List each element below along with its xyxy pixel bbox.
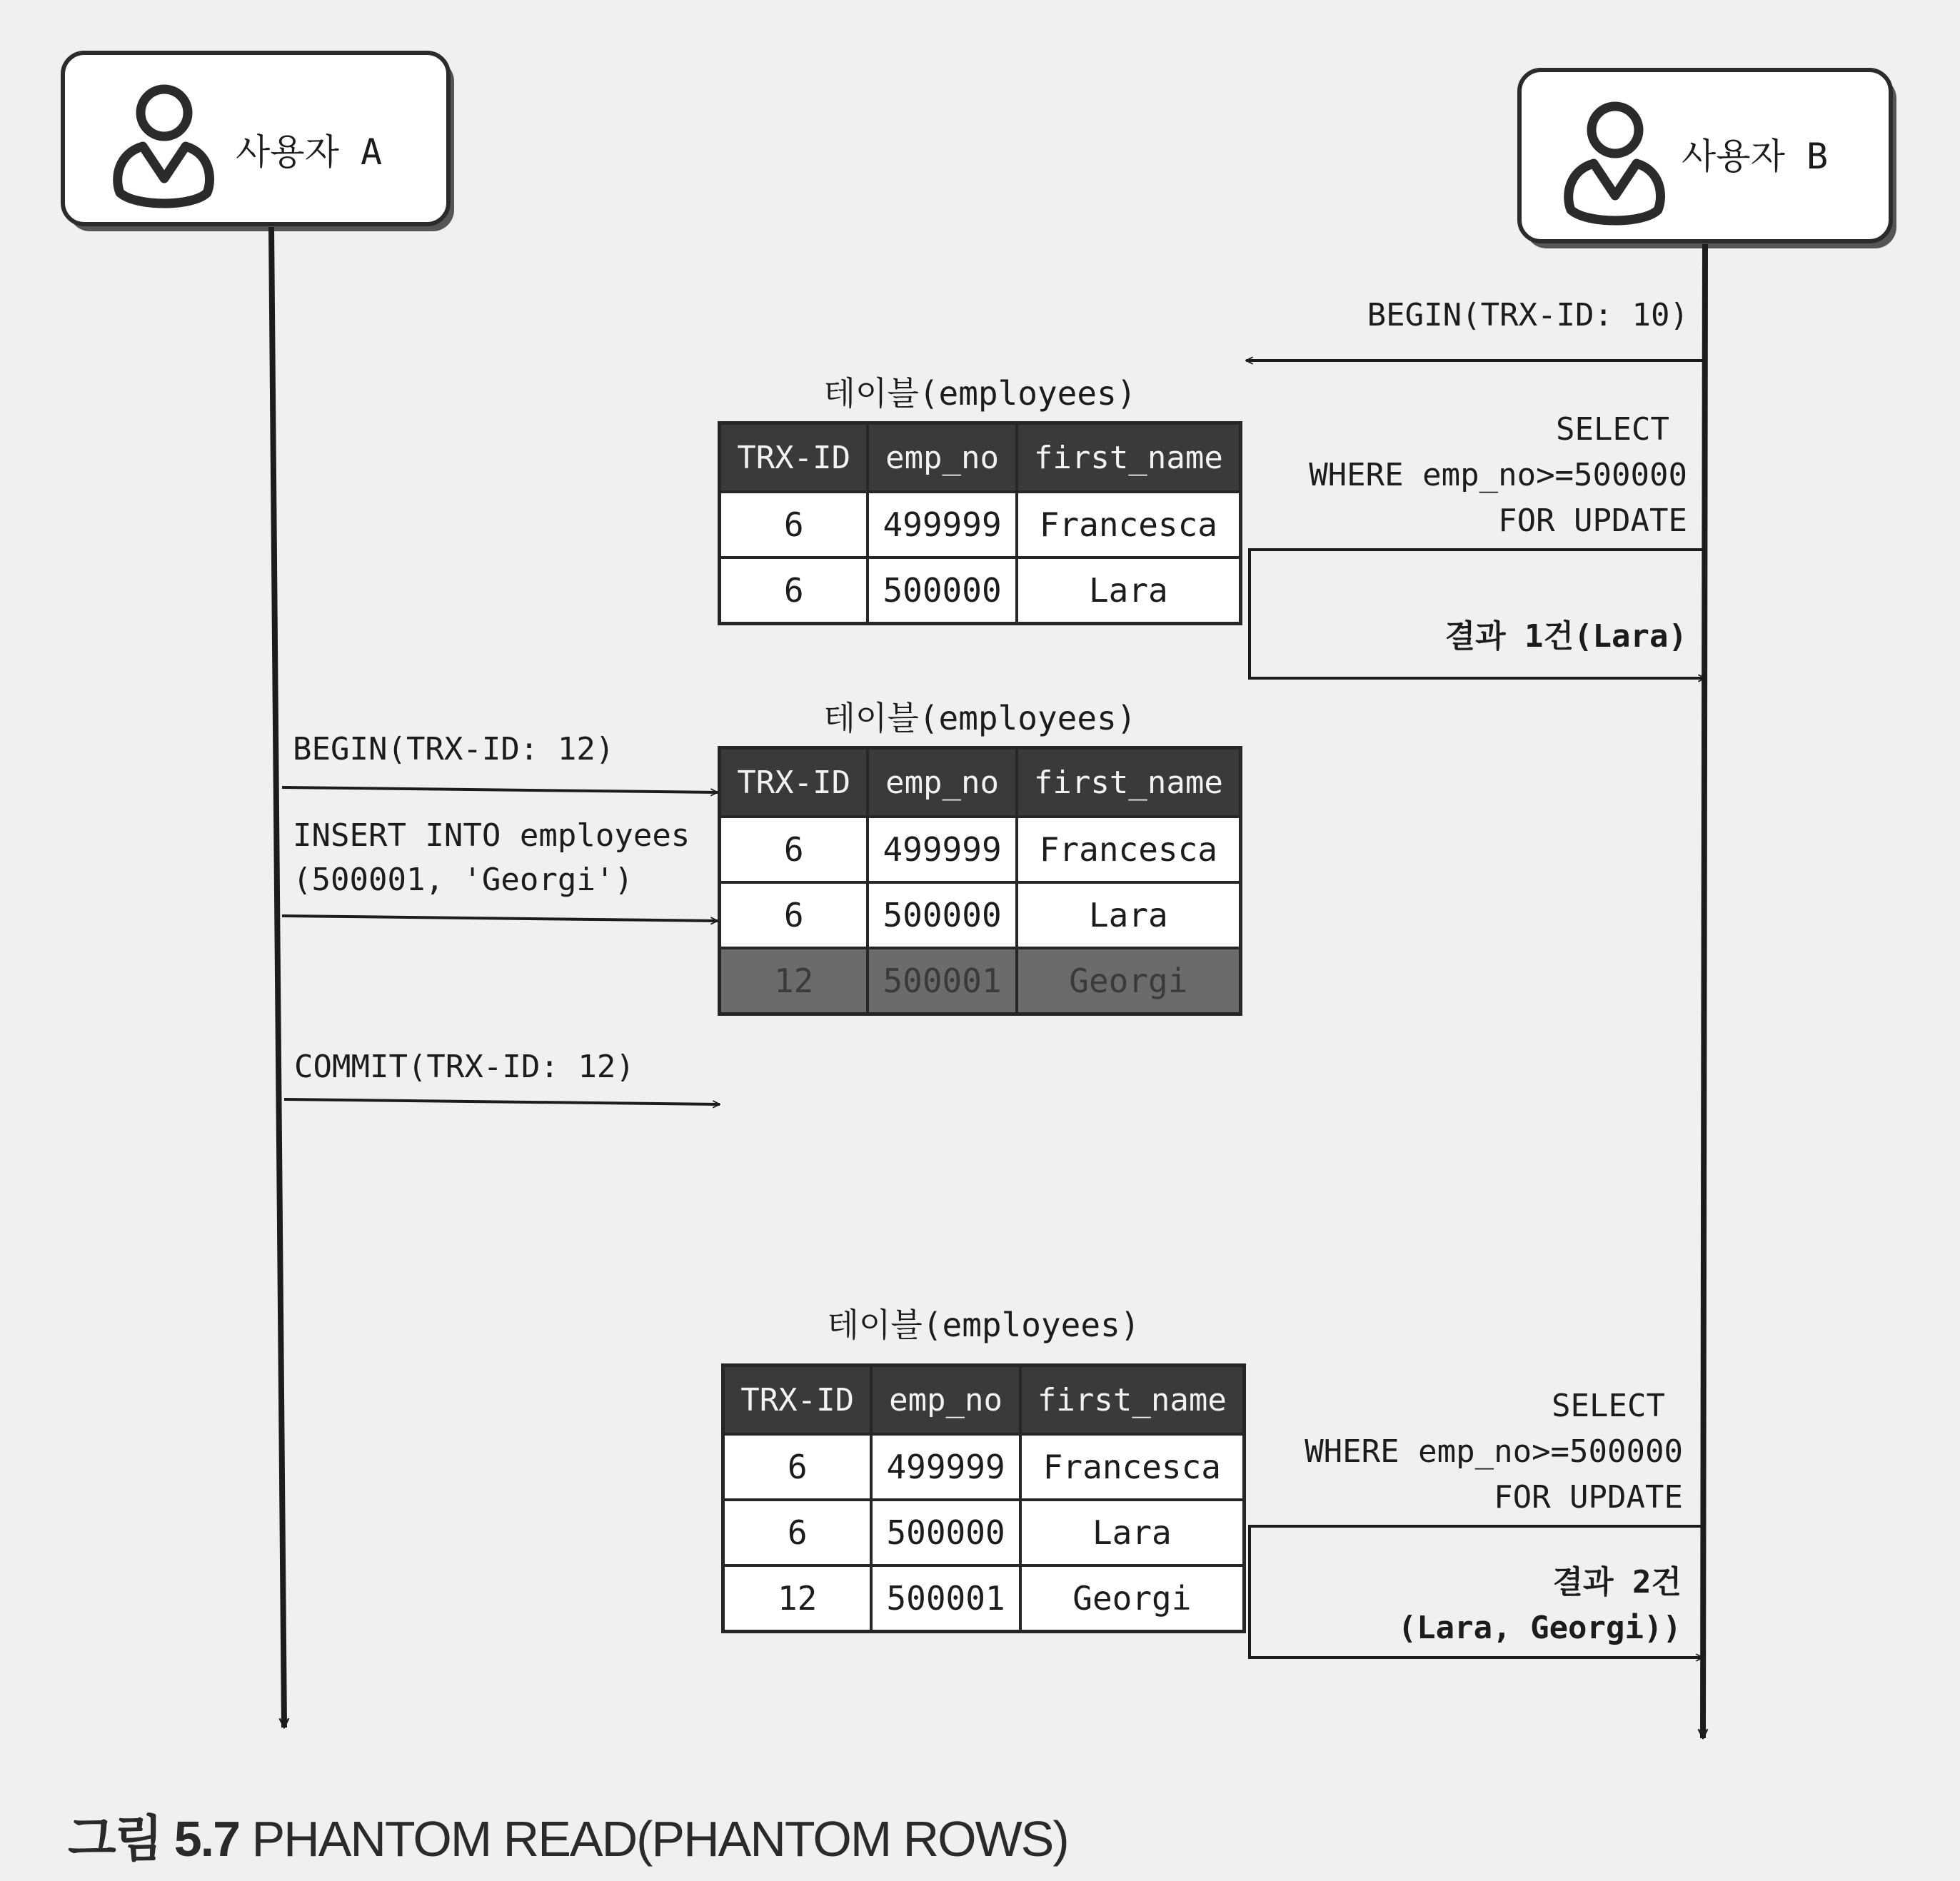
- col-first-name: first_name: [1017, 748, 1241, 817]
- for-update: FOR UPDATE: [1498, 503, 1687, 539]
- cell-first-name: Francesca: [1017, 817, 1241, 882]
- cell-trx-id: 6: [720, 882, 868, 948]
- employees-table: [718, 746, 1242, 1016]
- cell-trx-id: 12: [723, 1565, 872, 1632]
- user-b-actor: [1519, 70, 1896, 248]
- cell-emp-no: 500001: [871, 1565, 1020, 1632]
- table-caption: 테이블(employees): [827, 1306, 1140, 1344]
- table-row: [723, 1565, 1245, 1632]
- result-rows: (Lara, Georgi)): [1397, 1610, 1682, 1646]
- for-update: FOR UPDATE: [1494, 1479, 1683, 1516]
- b-select1-bracket: [1250, 550, 1705, 678]
- cell-first-name: Francesca: [1020, 1434, 1245, 1500]
- cell-first-name: Francesca: [1017, 492, 1241, 558]
- a-insert-label: [293, 814, 690, 902]
- cell-emp-no: 499999: [868, 817, 1016, 882]
- cell-emp-no: 499999: [871, 1434, 1020, 1500]
- b-begin-label: BEGIN(TRX-ID: 10): [1367, 297, 1689, 333]
- cell-trx-id: 6: [723, 1500, 872, 1565]
- insert-values: (500001, 'Georgi'): [293, 862, 633, 898]
- figure-number: 그림 5.7: [68, 1811, 239, 1867]
- col-emp-no: emp_no: [868, 748, 1016, 817]
- select-keyword: SELECT: [1556, 411, 1669, 448]
- insert-statement: INSERT INTO employees: [293, 817, 690, 854]
- table-row: [720, 817, 1241, 882]
- col-trx-id: TRX-ID: [723, 1366, 872, 1435]
- col-emp-no: emp_no: [868, 423, 1016, 493]
- cell-first-name: Georgi: [1017, 948, 1241, 1014]
- result-count: 결과 2건: [1552, 1564, 1682, 1600]
- b-select1-label: [1309, 407, 1687, 544]
- table-row: [723, 1500, 1245, 1565]
- col-emp-no: emp_no: [871, 1366, 1020, 1435]
- table-row: [720, 558, 1241, 624]
- cell-emp-no: 500000: [871, 1500, 1020, 1565]
- cell-emp-no: 500000: [868, 882, 1016, 948]
- phantom-row: [720, 948, 1241, 1014]
- table-row: [720, 882, 1241, 948]
- figure-title: PHANTOM READ(PHANTOM ROWS): [251, 1811, 1068, 1867]
- cell-trx-id: 6: [720, 817, 868, 882]
- cell-trx-id: 6: [720, 558, 868, 624]
- user-a-lifeline: [271, 227, 284, 1728]
- where-clause: WHERE emp_no>=500000: [1305, 1433, 1683, 1470]
- employees-table: [718, 421, 1242, 625]
- a-insert-arrow: [282, 916, 718, 921]
- cell-first-name: Lara: [1020, 1500, 1245, 1565]
- table-caption: 테이블(employees): [823, 699, 1137, 737]
- user-b-label: 사용자 B: [1682, 136, 1829, 177]
- figure-caption: [68, 1799, 1068, 1871]
- col-trx-id: TRX-ID: [720, 748, 868, 817]
- cell-emp-no: 500000: [868, 558, 1016, 624]
- table-row: [723, 1434, 1245, 1500]
- user-b-lifeline: [1703, 244, 1705, 1738]
- b-result2-label: [1398, 1560, 1682, 1651]
- cell-emp-no: 499999: [868, 492, 1016, 558]
- a-commit-arrow: [284, 1099, 720, 1104]
- cell-trx-id: 6: [720, 492, 868, 558]
- where-clause: WHERE emp_no>=500000: [1309, 457, 1687, 493]
- b-result1-label: 결과 1건(Lara): [1444, 618, 1687, 655]
- cell-first-name: Lara: [1017, 882, 1241, 948]
- table-row: [720, 492, 1241, 558]
- a-begin-arrow: [282, 787, 718, 792]
- col-first-name: first_name: [1020, 1366, 1245, 1435]
- user-a-label: 사용자 A: [236, 131, 383, 173]
- a-begin-label: BEGIN(TRX-ID: 12): [293, 731, 615, 767]
- employees-table: [721, 1363, 1246, 1633]
- cell-first-name: Lara: [1017, 558, 1241, 624]
- a-commit-label: COMMIT(TRX-ID: 12): [294, 1049, 635, 1085]
- b-select2-label: [1305, 1383, 1683, 1521]
- cell-first-name: Georgi: [1020, 1565, 1245, 1632]
- select-keyword: SELECT: [1552, 1388, 1665, 1424]
- cell-trx-id: 6: [723, 1434, 872, 1500]
- cell-trx-id: 12: [720, 948, 868, 1014]
- cell-emp-no: 500001: [868, 948, 1016, 1014]
- col-first-name: first_name: [1017, 423, 1241, 493]
- col-trx-id: TRX-ID: [720, 423, 868, 493]
- table-caption: 테이블(employees): [823, 374, 1137, 413]
- user-a-actor: [63, 53, 454, 231]
